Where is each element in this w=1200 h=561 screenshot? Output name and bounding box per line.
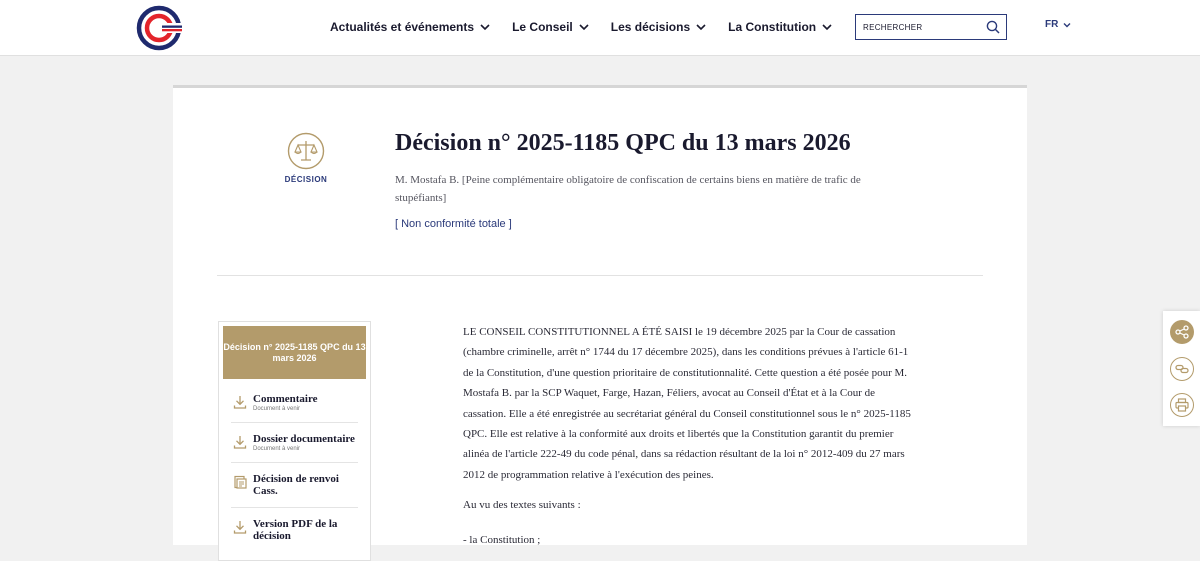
divider [217,275,983,276]
page-title: Décision n° 2025-1185 QPC du 13 mars 2026 [395,130,851,156]
document-icon [233,475,247,489]
chevron-down-icon [1063,21,1071,29]
sidebar-item-title: Commentaire [253,393,318,405]
copy-link-button[interactable] [1170,357,1194,381]
nav-item-actualites[interactable] [330,20,490,34]
main-nav [330,0,854,54]
decision-type-label: DÉCISION [284,175,328,184]
sidebar-item-commentaire[interactable] [231,383,358,423]
language-label: FR [1045,19,1059,30]
chevron-down-icon [579,22,589,32]
share-toolbar [1163,311,1200,426]
decision-body-visas: Au vu des textes suivants : [463,499,581,511]
search-icon[interactable] [986,20,1000,34]
decision-card [173,85,1027,545]
chevron-down-icon [822,22,832,32]
sidebar-item-pdf[interactable] [231,508,358,552]
sidebar-item-dossier[interactable] [231,423,358,463]
nav-label: Le Conseil [512,20,573,34]
link-icon [1175,362,1189,376]
nav-label: Actualités et événements [330,20,475,34]
search-box [855,14,1007,40]
nav-label: Les décisions [610,20,691,34]
conseil-logo-icon[interactable] [136,5,182,51]
chevron-down-icon [480,22,490,32]
sidebar-item-renvoi[interactable] [231,463,358,508]
scales-icon [287,132,325,170]
site-header [0,0,1200,56]
sidebar-header: Décision n° 2025-1185 QPC du 13 mars 2026 [223,326,366,379]
sidebar-item-sub: Document à venir [253,406,301,412]
nav-item-decisions[interactable] [611,20,706,34]
sidebar-item-title: Décision de renvoi Cass. [253,473,339,497]
nav-item-conseil[interactable] [512,20,589,34]
print-button[interactable] [1170,393,1194,417]
download-icon [233,435,247,449]
sidebar-item-title: Version PDF de la décision [253,518,338,542]
chevron-down-icon [696,22,706,32]
print-icon [1175,398,1189,412]
documents-sidebar [218,321,371,561]
decision-status-link[interactable]: [ Non conformité totale ] [395,218,512,230]
sidebar-item-title: Dossier documentaire [253,433,355,445]
share-button[interactable] [1170,320,1194,344]
share-icon [1174,324,1190,340]
sidebar-item-sub: Document à venir [253,446,301,452]
decision-body-constitution: - la Constitution ; [463,534,541,546]
download-icon [233,395,247,409]
search-input[interactable] [856,15,981,39]
nav-label: La Constitution [728,20,817,34]
language-selector[interactable] [1045,19,1071,30]
decision-body-paragraph: LE CONSEIL CONSTITUTIONNEL A ÉTÉ SAISI le 19 décembre 2025 par la Cour de cassation (chambre criminelle, arrêt n° 1744 du 17 décembre 2025), dans les conditions prévues à l'article 61-1 de la Constitution, d'une question prioritaire de constitutionnalité. Cette question a été posée pour M. Mostafa B. par la SCP Waquet, Farge, Hazan, Féliers, avocat au Conseil d'État et à la Cour de cassation. Elle a été enregistrée au secrétariat général du Conseil constitutionnel sous le n° 2025-1185 QPC. Elle est relative à la conformité aux droits et libertés que la Constitution garantit du premier alinéa de l'article 222-49 du code pénal, dans sa rédaction résultant de la loi n° 2012-409 du 27 mars 2012 de programmation relative à l'exécution des peines. [463,326,911,481]
download-icon [233,520,247,534]
nav-item-constitution[interactable] [728,20,832,34]
decision-subtitle: M. Mostafa B. [Peine complémentaire obligatoire de confiscation de certains biens en matière de trafic de stupéfiants] [395,174,861,204]
